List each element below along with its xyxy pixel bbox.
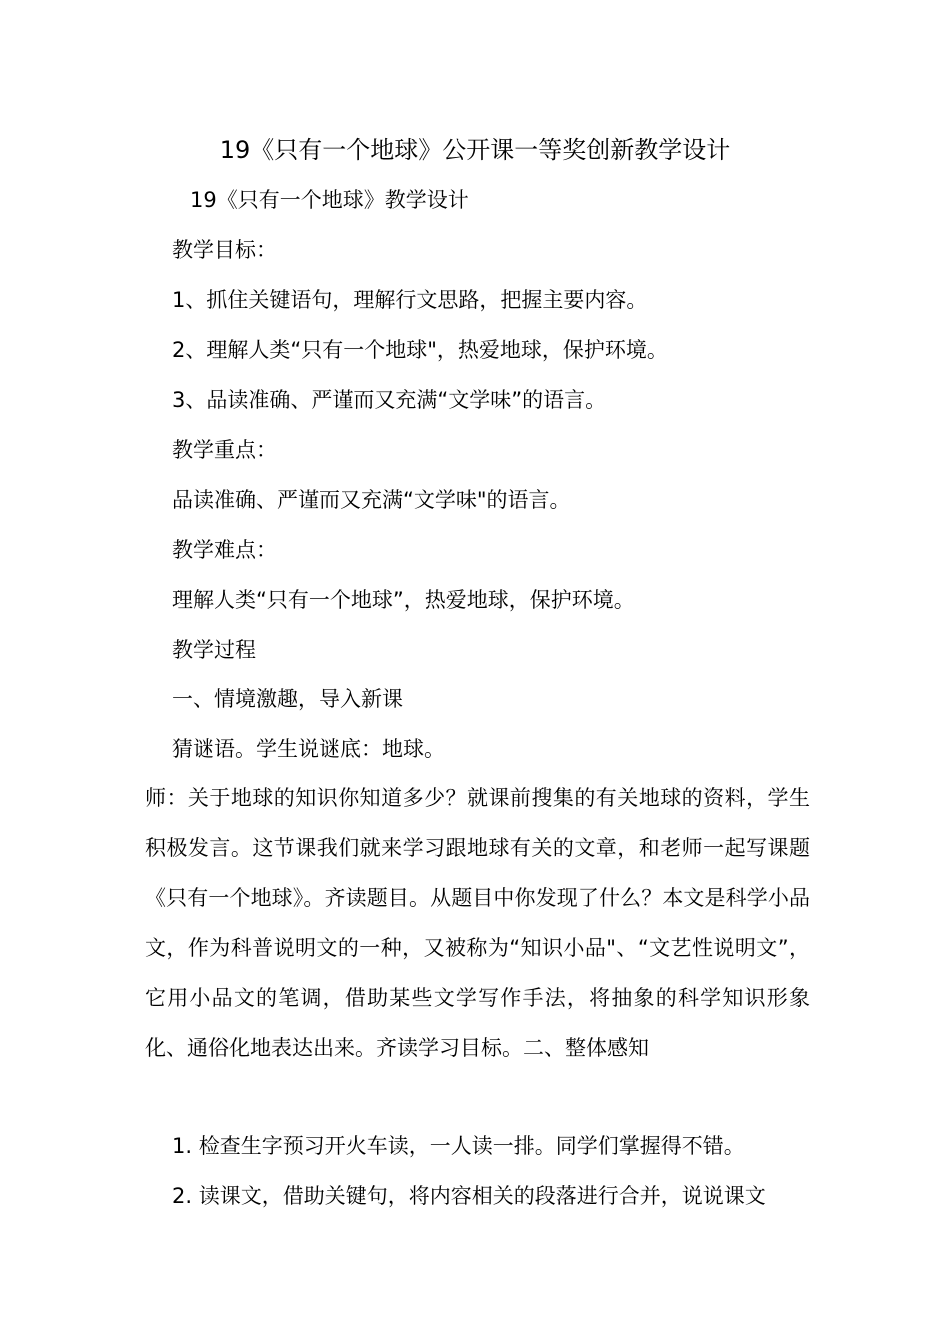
step-item-1: 1. 检查生字预习开火车读，一人读一排。同学们掌握得不错。 — [172, 1134, 745, 1158]
riddle-text: 猜谜语。学生说谜底：地球。 — [172, 737, 445, 761]
difficulty-heading: 教学难点： — [172, 538, 277, 562]
objective-item-1: 1、抓住关键语句，理解行文思路，把握主要内容。 — [172, 288, 648, 312]
difficulty-text: 理解人类“只有一个地球”，热爱地球，保护环境。 — [172, 588, 635, 612]
teacher-paragraph: 师：关于地球的知识你知道多少？就课前搜集的有关地球的资料，学生积极发言。这节课我们就来学习跟地球有关的文章，和老师一起写课题《只有一个地球》。齐读题目。从题目中你发现了什么？本文是科学小品文，作为科普说明文的一种，又被称为“知识小品"、“文艺性说明文”，它用小品文的笔调，借助某些文学写作手法，将抽象的科学知识形象化、通俗化地表达出来。齐读学习目标。二、整体感知 — [145, 786, 810, 1060]
objectives-heading: 教学目标： — [172, 238, 277, 262]
document-title: 19《只有一个地球》公开课一等奖创新教学设计 — [219, 136, 731, 164]
subtitle: 19《只有一个地球》教学设计 — [190, 188, 469, 212]
process-heading: 教学过程 — [172, 638, 256, 662]
key-points-heading: 教学重点： — [172, 438, 277, 462]
step-item-2: 2. 读课文，借助关键句，将内容相关的段落进行合并，说说课文 — [172, 1184, 766, 1208]
objective-item-2: 2、理解人类“只有一个地球"，热爱地球，保护环境。 — [172, 338, 668, 362]
key-points-text: 品读准确、严谨而又充满“文学味"的语言。 — [172, 488, 571, 512]
section-heading-1: 一、情境激趣，导入新课 — [172, 687, 403, 711]
objective-item-3: 3、品读准确、严谨而又充满“文学味”的语言。 — [172, 388, 607, 412]
